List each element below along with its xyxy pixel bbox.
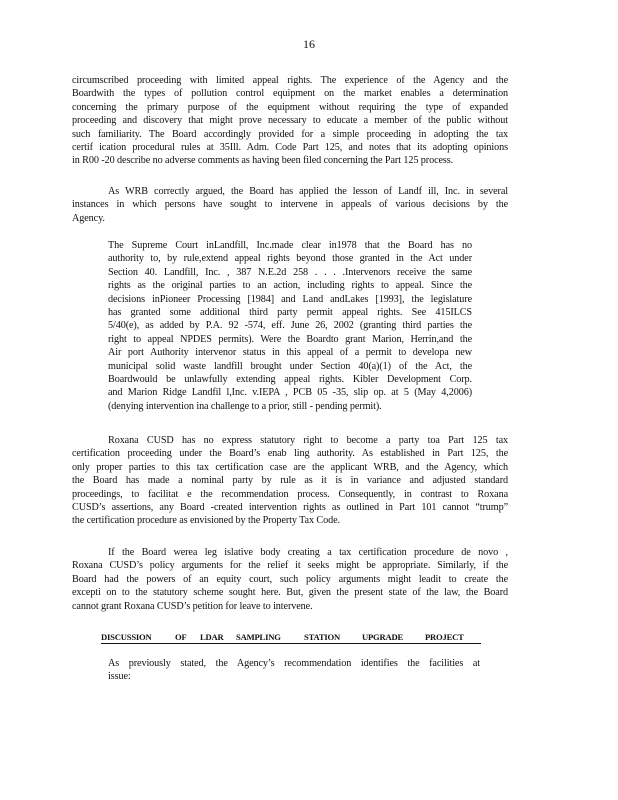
- text-line: Roxana CUSD has no express statutory right to become a party toa Part 125 tax: [108, 435, 508, 446]
- text-line: Agency.: [72, 212, 105, 224]
- paragraph-wrb-argued: [72, 185, 508, 225]
- text-line: concerning the primary purpose of the equipment without requiring the type of expanded: [72, 101, 508, 113]
- heading-word: UPGRADE: [362, 632, 404, 642]
- text-line: decisions inPioneer Processing [1984] and Land andLakes [1993], the legislature: [108, 293, 472, 305]
- text-line: municipal solid waste landfill brought under Section 40(a)(1) of the Act, the: [108, 360, 472, 372]
- text-line: proceedings, to facilitat e the recommendation process. Consequently, in contrast to Roxana: [72, 488, 508, 500]
- text-line: and Marion Ridge Landfil l,Inc. v.IEPA , PCB 05 -35, slip op. at 5 (May 4,2006): [108, 387, 472, 399]
- text-line: certification proceeding under the Board’s enab ling authority. As established in Part 125, the: [72, 448, 508, 460]
- text-line: cannot grant Roxana CUSD’s petition for leave to intervene.: [72, 600, 313, 612]
- text-line: 5/40(e), as added by P.A. 92 -574, eff. June 26, 2002 (granting third parties the: [108, 320, 472, 332]
- heading-word: STATION: [304, 632, 341, 642]
- heading-word: DISCUSSION: [101, 632, 152, 642]
- paragraph-legislative-body: [72, 546, 508, 613]
- page-number: 16: [303, 37, 315, 51]
- text-line: only proper parties to this tax certification case are the applicant WRB, and the Agency, which: [72, 461, 508, 473]
- text-line: the Board has made a nominal party by rule as it is in variance and adjusted standard: [72, 475, 508, 487]
- text-line: right to appeal NPDES permits). Were the Boardto grant Marion, Herrin,and the: [108, 333, 472, 345]
- text-line: Boardwould be unlawfully extending appeal rights. Kibler Development Corp.: [108, 374, 472, 386]
- text-line: has granted some additional third party permit appeal rights. See 415ILCS: [108, 307, 472, 319]
- text-line: (denying intervention ina challenge to a prior, still - pending permit).: [108, 400, 382, 412]
- text-line: in R00 -20 describe no adverse comments as having been filed concerning the Part 125 process.: [72, 155, 454, 167]
- paragraph-circumscribed-proceeding: [72, 74, 508, 168]
- text-line: issue:: [108, 671, 131, 683]
- text-line: certif ication procedural rules at 35Ill. Adm. Code Part 125, and notes that its adopting opinions: [72, 142, 508, 154]
- text-line: CUSD’s assertions, any Board -created intervention rights as outlined in Part 101 cannot “trump”: [72, 502, 508, 514]
- text-line: The Supreme Court inLandfill, Inc.made clear in1978 that the Board has no: [108, 240, 472, 251]
- text-line: As WRB correctly argued, the Board has applied the lesson of Landf ill, Inc. in several: [108, 186, 508, 197]
- section-heading: [101, 632, 481, 644]
- text-line: Board had the powers of an equity court, such policy arguments might leadit to create the: [72, 573, 508, 585]
- text-line: excepti on to the statutory scheme sought here. But, given the present state of the law, the Board: [72, 587, 508, 599]
- text-line: Boardwith the types of pollution control equipment on the market enables a determination: [72, 88, 508, 100]
- text-line: Roxana CUSD’s policy arguments for the relief it seeks might be appropriate. Similarly, if the: [72, 560, 508, 572]
- text-line: authority to, by rule,extend appeal rights beyond those granted in the Act under: [108, 253, 472, 265]
- block-quote-landfill: [108, 239, 472, 413]
- text-line: the certification procedure as envisioned by the Property Tax Code.: [72, 515, 340, 527]
- heading-word: PROJECT: [425, 632, 464, 642]
- paragraph-roxana-no-right: [72, 434, 508, 528]
- text-line: instances in which persons have sought to intervene in appeals of various decisions by the: [72, 199, 508, 211]
- text-line: rights as the original parties to an action, including rights to appeal. Since the: [108, 280, 472, 292]
- text-line: circumscribed proceeding with limited appeal rights. The experience of the Agency and the: [72, 75, 508, 86]
- text-line: proceeding and discovery that might prove necessary to educate a member of the public without: [72, 115, 508, 127]
- text-line: Air port Authority intervenor status in this appeal of a permit to developa new: [108, 347, 472, 359]
- text-line: If the Board werea leg islative body creating a tax certification procedure de novo ,: [108, 547, 508, 558]
- text-line: Section 40. Landfill, Inc. , 387 N.E.2d 258 . . . .Intervenors receive the same: [108, 266, 472, 278]
- heading-word: SAMPLING: [236, 632, 281, 642]
- paragraph-previously-stated: [108, 657, 480, 684]
- text-line: such familiarity. The Board accordingly provided for a simple proceeding in adopting the tax: [72, 128, 508, 140]
- heading-word: OF: [175, 632, 187, 642]
- text-line: As previously stated, the Agency’s recommendation identifies the facilities at: [108, 658, 480, 669]
- heading-word: LDAR: [200, 632, 224, 642]
